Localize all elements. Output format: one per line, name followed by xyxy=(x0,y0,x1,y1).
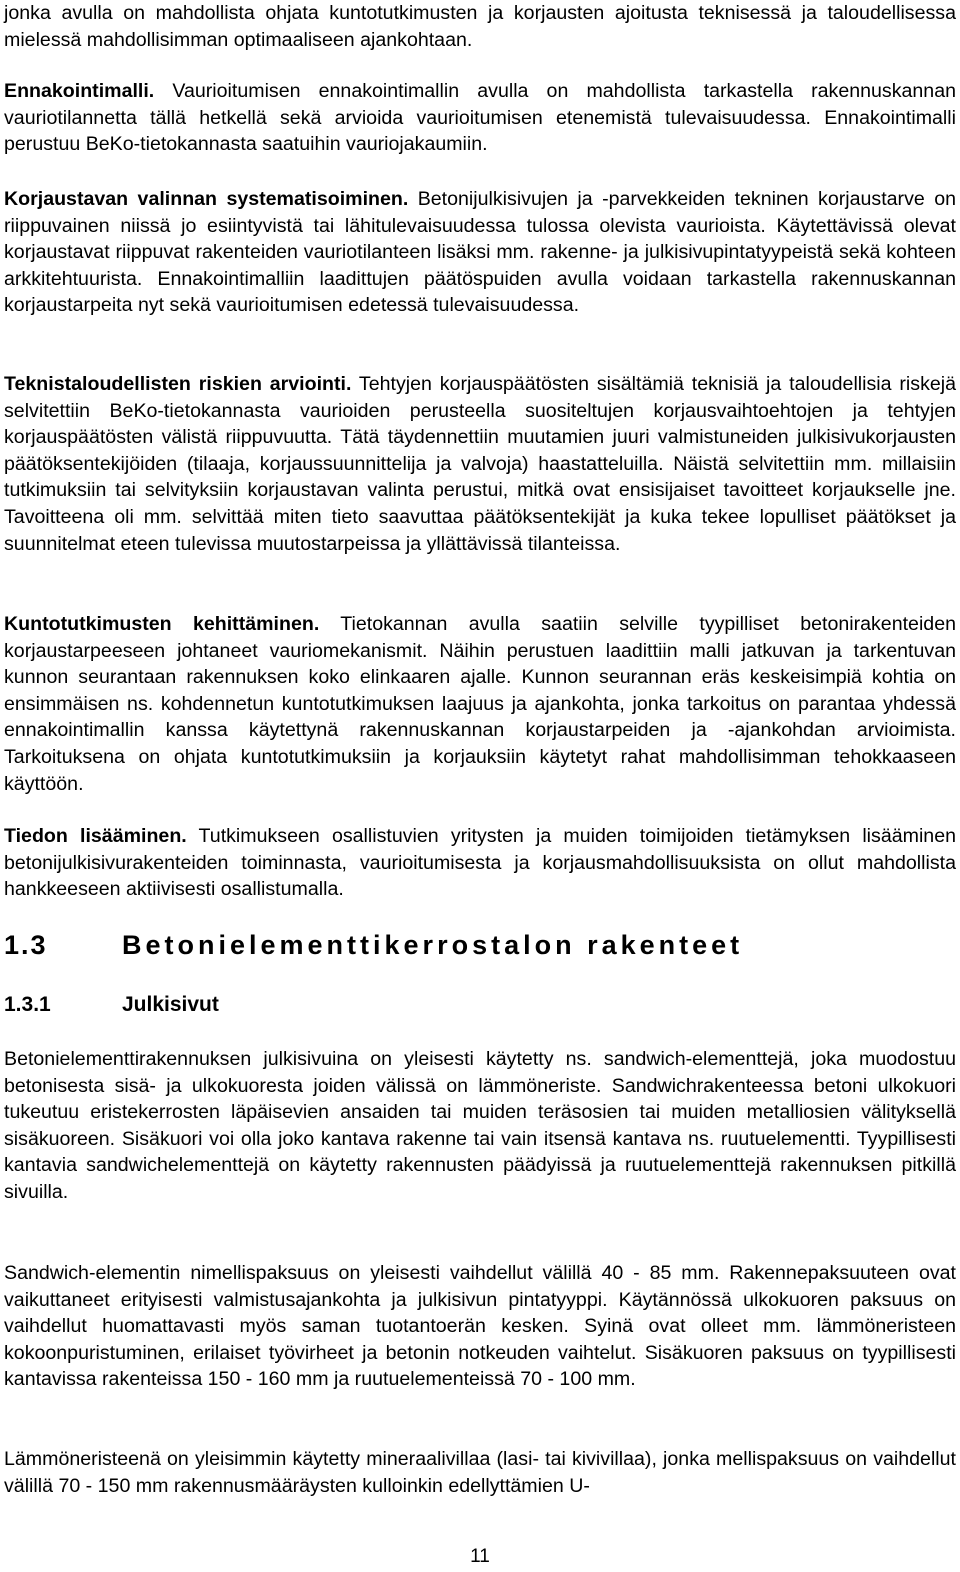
subsection-number: 1.3.1 xyxy=(4,993,51,1016)
paragraph-text: Betonijulkisivujen ja -parvekkeiden tekninen korjaustarve on riippuvainen niissä jo esiintyvistä tai lähitulevaisuudessa tulossa olevista vaurioista. Käytettävissä olevat korjaustavat riippuvat rakenteiden vauriotilanteen lisäksi mm. rakenne- ja julkisivupintatyypeistä sekä kohteen arkkitehtuurista. Ennakointimalliin laadittujen päätöspuiden avulla voidaan tarkastella rakennuskannan korjaustarpeita nyt sekä vaurioitumisen edetessä tulevaisuudessa. xyxy=(4,188,956,317)
paragraph-text: Tutkimukseen osallistuvien yritysten ja muiden toimijoiden tietämyksen lisääminen betonijulkisivurakenteiden toiminnasta, vaurioitumisesta ja korjausmahdollisuuksista on ollut mahdollista hankkeeseen aktiivisesti osallistumalla. xyxy=(4,825,956,901)
paragraph-lead: Tiedon lisääminen. xyxy=(4,825,187,847)
paragraph-julkisivut-3 xyxy=(4,1446,956,1499)
section-number: 1.3 xyxy=(4,930,48,960)
paragraph-lead: Korjaustavan valinnan systematisoiminen. xyxy=(4,188,409,210)
paragraph-text: Betonielementtirakennuksen julkisivuina on yleisesti käytetty ns. sandwich-elementtejä, joka muodostuu betonisesta sisä- ja ulkokuoresta joiden välissä on lämmöneriste. Sandwichrakenteessa betoni ulkokuori tukeutuu eristekerrosten läpäisevien ansaiden tai muiden teräsosien tai muiden metalliosien välityksellä sisäkuoreen. Sisäkuori voi olla joko kantava rakenne tai vain itsensä kantava ns. ruutuelementti. Tyypillisesti kantavia sandwichelementtejä on käytetty rakennusten päädyissä ja ruutuelementtejä rakennuksen pitkillä sivuilla. xyxy=(4,1048,956,1203)
paragraph-text: Tehtyjen korjauspäätösten sisältämiä teknisiä ja taloudellisia riskejä selvitettiin BeKo-tietokannasta vaurioiden perusteella suositeltujen korjausvaihtoehtojen ja tehtyjen korjauspäätösten välistä riippuvuutta. Tätä täydennettiin muutamien juuri valmistuneiden julkisivukorjausten päätöksentekijöiden (tilaaja, korjaussuunnittelija ja valvoja) haastatteluilla. Näistä selvitettiin mm. millaisiin tutkimuksiin tai selvityksiin korjaustavan valinta perustui, mitkä ovat ensisijaiset tavoitteet korjaukselle jne. Tavoitteena oli mm. selvittää miten tieto saavuttaa päätöksentekijät ja kuka tekee lopulliset päätökset ja suunnitelmat eteen tulevissa muutostarpeissa ja yllättävissä tilanteissa. xyxy=(4,373,957,555)
paragraph-lead: Teknistaloudellisten riskien arviointi. xyxy=(4,373,352,395)
section-title: Betonielementtikerrostalon rakenteet xyxy=(122,930,744,960)
subsection-heading xyxy=(4,993,219,1017)
paragraph-kuntotutkimusten-kehittaminen xyxy=(4,611,956,797)
section-heading xyxy=(4,930,743,961)
paragraph-text: Tietokannan avulla saatiin selville tyypilliset betonirakenteiden korjaustarpeeseen johtaneet vauriomekanismit. Näihin perustuen laadittiin malli jatkuvan ja tarkentuvan kunnon seurantaan rakennuksen koko elinkaaren ajalle. Kunnon seurannan eräs keskeisimpiä kohtia on ensimmäisen ns. kohdennetun kuntotutkimuksen laajuus ja ajankohta, jonka tarkoitus on parantaa yhdessä ennakointimallin kanssa käytettynä rakennuskannan korjaustarpeiden ja -ajankohdan arvioimista. Tarkoituksena on ohjata kuntotutkimuksiin ja korjauksiin käytetyt rahat mahdollisimman tehokkaaseen käyttöön. xyxy=(4,613,956,795)
paragraph-tiedon-lisaaminen xyxy=(4,823,956,903)
page-number: 11 xyxy=(470,1546,490,1567)
subsection-title: Julkisivut xyxy=(122,993,219,1016)
paragraph-intro xyxy=(4,0,956,53)
paragraph-text: Sandwich-elementin nimellispaksuus on yleisesti vaihdellut välillä 40 - 85 mm. Rakennepaksuuteen ovat vaikuttaneet erityisesti valmistusajankohta ja julkisivun pintatyyppi. Käytännössä ulkokuoren paksuus on vaihdellut huomattavasti myös saman tuotantoerän kesken. Syinä ovat olleet mm. lämmöneristeen kokoonpuristuminen, erilaiset työvirheet ja betonin notkeuden vaihtelut. Sisäkuoren paksuus on tyypillisesti kantavissa rakenteissa 150 - 160 mm ja ruutuelementeissä 70 - 100 mm. xyxy=(4,1262,956,1391)
paragraph-lead: Ennakointimalli. xyxy=(4,80,155,102)
paragraph-lead: Kuntotutkimusten kehittäminen. xyxy=(4,613,320,635)
paragraph-korjaustavan-valinta xyxy=(4,186,956,319)
paragraph-ennakointimalli xyxy=(4,78,956,158)
paragraph-riskien-arviointi xyxy=(4,371,956,557)
paragraph-text: jonka avulla on mahdollista ohjata kuntotutkimusten ja korjausten ajoitusta teknisessä ja taloudellisessa mielessä mahdollisimman optimaaliseen ajankohtaan. xyxy=(4,2,956,51)
paragraph-text: Vaurioitumisen ennakointimallin avulla on mahdollista tarkastella rakennuskannan vauriotilannetta tällä hetkellä sekä arvioida vaurioitumisen etenemistä tulevaisuudessa. Ennakointimalli perustuu BeKo-tietokannasta saatuihin vauriojakaumiin. xyxy=(4,80,956,156)
paragraph-julkisivut-1 xyxy=(4,1046,956,1206)
paragraph-julkisivut-2 xyxy=(4,1260,956,1393)
paragraph-text: Lämmöneristeenä on yleisimmin käytetty mineraalivillaa (lasi- tai kivivillaa), jonka mellispaksuus on vaihdellut välillä 70 - 150 mm rakennusmääräysten kulloinkin edellyttämien U- xyxy=(4,1448,956,1497)
